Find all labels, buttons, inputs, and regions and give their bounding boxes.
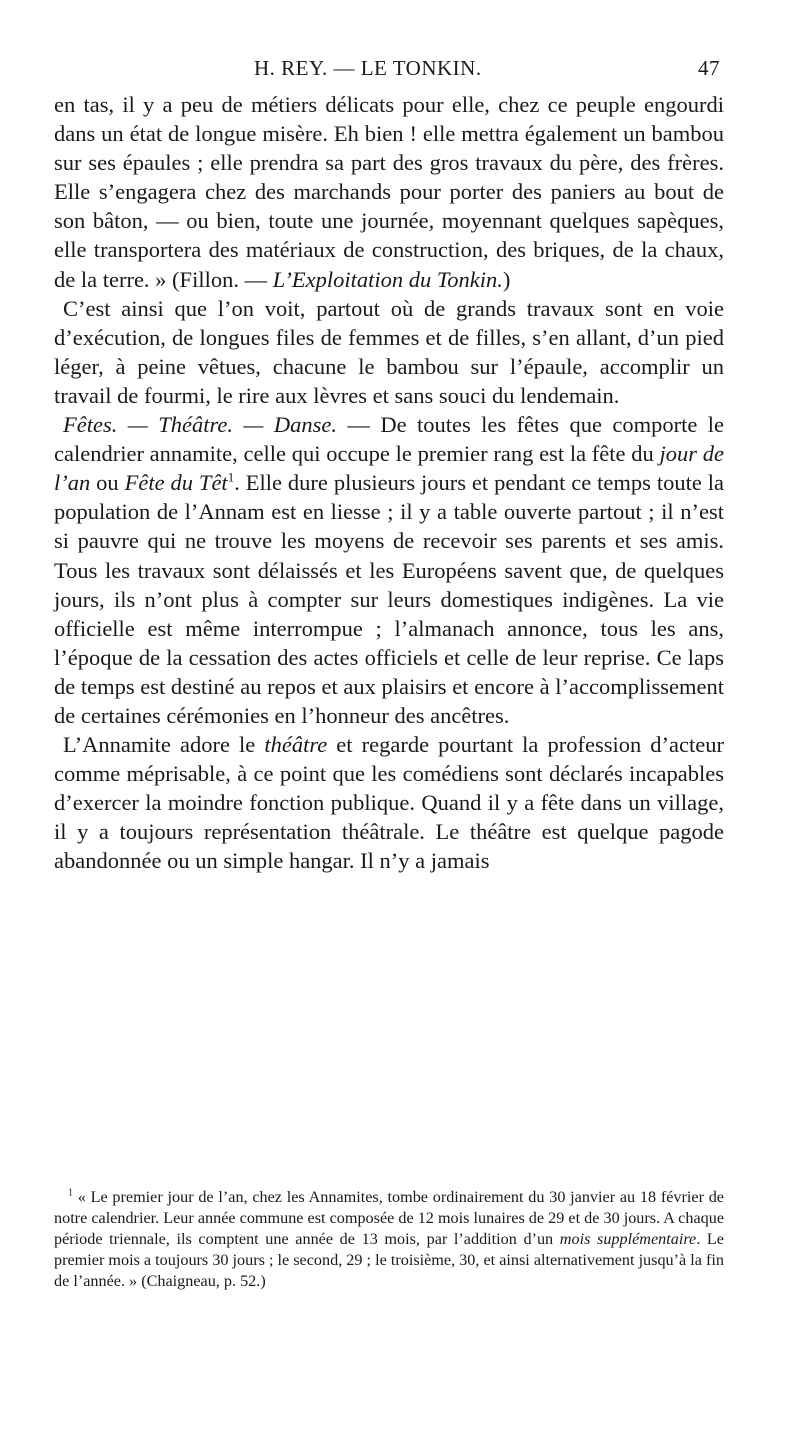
paragraph-3-text-b: ou xyxy=(90,470,125,496)
paragraph-3-italic-1: jour de l’an xyxy=(54,441,725,496)
paragraph-4-italic-1: théâtre xyxy=(264,732,328,758)
paragraph-1 xyxy=(54,90,724,294)
running-head xyxy=(54,56,720,86)
paragraph-4-text-b: et regarde pourtant la profession d’acteur comme méprisable, à ce point que les comédiens sont déclarés incapables d’exercer la moindre fonction publique. Quand il y a fête dans un village, il y a toujours représentation théâtrale. Le théâtre est quelque pagode abandonnée ou un simple hangar. Il n’y a jamais xyxy=(54,732,724,874)
footnote-text-b: . Le premier mois a toujours 30 jours ; le second, 29 ; le troisième, 30, et ainsi alternativement jusqu’à la fin de l’année. » (Chaigneau, p. 52.) xyxy=(54,1230,724,1290)
page-number: 47 xyxy=(698,56,720,80)
section-heading: Fêtes. — Théâtre. — Danse. xyxy=(63,412,337,438)
body-text xyxy=(54,90,724,876)
paragraph-2 xyxy=(54,294,724,410)
paragraph-1-work-title: L’Exploitation du Tonkin. xyxy=(272,266,503,292)
running-title: H. REY. — LE TONKIN. xyxy=(254,56,482,80)
footnote-marker: 1 xyxy=(68,1187,73,1199)
footnote-italic: mois supplémentaire xyxy=(559,1230,697,1248)
footnote xyxy=(54,1187,724,1292)
footnote-reference[interactable]: 1 xyxy=(227,469,235,485)
paragraph-1-text-a: en tas, il y a peu de métiers délicats pour elle, chez ce peuple engourdi dans un état de longue misère. Eh bien ! elle mettra également un bambou sur ses épaules ; elle prendra sa part des gros travaux du père, des frères. Elle s’engagera chez des marchands pour porter des paniers au bout de son bâton, — ou bien, toute une journée, moyennant quelques sapèques, elle transportera des matériaux de construction, des briques, de la chaux, de la terre. » (Fillon. — xyxy=(54,92,724,292)
paragraph-3-text-c: . Elle dure plusieurs jours et pendant ce temps toute la population de l’Annam est en liesse ; il y a table ouverte partout ; il n’est si pauvre qui ne trouve les moyens de recevoir ses parents et ses amis. Tous les travaux sont délaissés et les Européens savent que, de quelques jours, ils n’ont plus à compter sur leurs domestiques indigènes. La vie officielle est même interrompue ; l’almanach annonce, tous les ans, l’époque de la cessation des actes officiels et celle de leur reprise. Ce laps de temps est destiné au repos et aux plaisirs et encore à l’accomplissement de certaines cérémonies en l’honneur des ancêtres. xyxy=(54,470,724,728)
paragraph-3 xyxy=(54,410,724,730)
paragraph-4 xyxy=(54,730,724,875)
paragraph-2-text: C’est ainsi que l’on voit, partout où de grands travaux sont en voie d’exécution, de longues files de femmes et de filles, s’en allant, d’un pied léger, à peine vêtues, chacune le bambou sur l’épaule, accomplir un travail de fourmi, le rire aux lèvres et sans souci du lendemain. xyxy=(54,295,724,408)
paragraph-3-italic-2: Fête du Têt xyxy=(124,470,228,496)
paragraph-4-text-a: L’Annamite adore le xyxy=(63,732,265,758)
footnote-text-a: « Le premier jour de l’an, chez les Annamites, tombe ordinairement du 30 janvier au 18 février de notre calendrier. Leur année commune est composée de 12 mois lunaires de 29 et de 30 jours. A chaque période triennale, ils comptent une année de 13 mois, par l’addition d’un xyxy=(54,1188,724,1248)
paragraph-1-text-b: ) xyxy=(502,266,511,292)
paragraph-3-text-a: — De toutes les fêtes que comporte le calendrier annamite, celle qui occupe le premier rang est la fête du xyxy=(54,412,725,467)
